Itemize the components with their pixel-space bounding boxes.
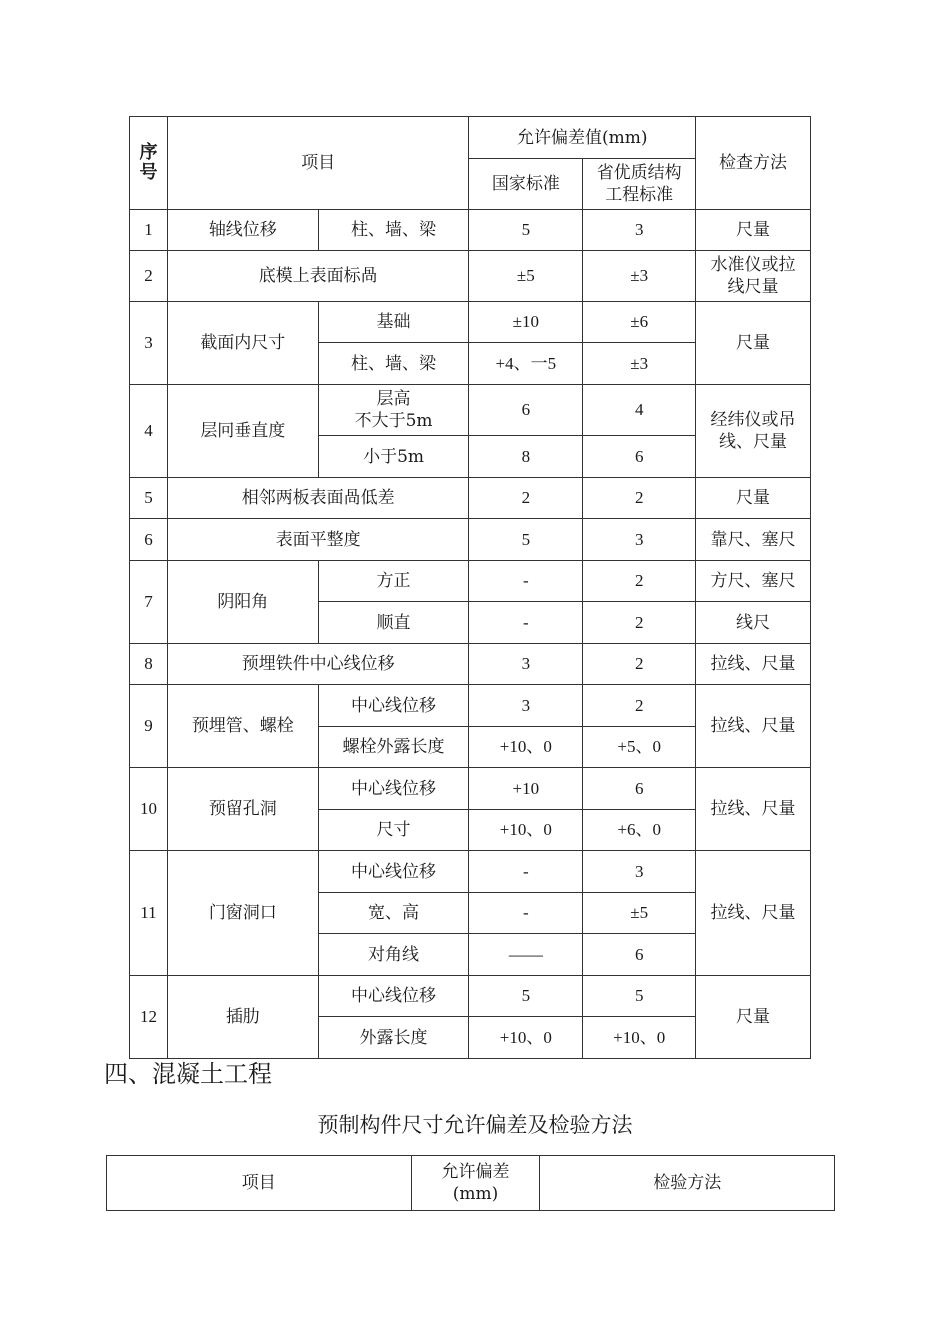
provincial-value: 2: [583, 478, 696, 519]
row-subitem: 中心线位移: [318, 851, 469, 893]
check-method: 拉线、尺量: [696, 851, 811, 976]
header-method: 检查方法: [696, 117, 811, 210]
provincial-value: 3: [583, 851, 696, 893]
table-caption: 预制构件尺寸允许偏差及检验方法: [317, 1113, 633, 1137]
row-item: 截面内尺寸: [167, 302, 318, 385]
provincial-value: 6: [583, 768, 696, 810]
provincial-value: 5: [583, 976, 696, 1017]
header-seq: 序 号: [130, 117, 168, 210]
table-row: [130, 685, 811, 727]
row-subitem: 方正: [318, 561, 469, 602]
table-header-row: [107, 1156, 835, 1211]
row-subitem: 螺栓外露长度: [318, 727, 469, 768]
header-tolerance: 允许偏差 (mm): [411, 1156, 540, 1211]
row-item: 相邻两板表面咼低差: [167, 478, 468, 519]
row-item: 预留孔洞: [167, 768, 318, 851]
check-method: 拉线、尺量: [696, 644, 811, 685]
table-row: [130, 385, 811, 436]
row-subitem: 基础: [318, 302, 469, 343]
header-item: 项目: [107, 1156, 412, 1211]
provincial-value: +6、0: [583, 810, 696, 851]
row-item: 预埋管、螺栓: [167, 685, 318, 768]
row-subitem: 柱、墙、梁: [318, 210, 469, 251]
header-method: 检验方法: [540, 1156, 835, 1211]
row-number: 3: [130, 302, 168, 385]
check-method: 拉线、尺量: [696, 768, 811, 851]
row-number: 1: [130, 210, 168, 251]
row-subitem: 顺直: [318, 602, 469, 644]
check-method: 水准仪或拉 线尺量: [696, 251, 811, 302]
table-row: [130, 561, 811, 602]
table-row: [130, 976, 811, 1017]
row-number: 10: [130, 768, 168, 851]
national-value: 5: [469, 519, 583, 561]
national-value: +4、一5: [469, 343, 583, 385]
check-method: 方尺、塞尺: [696, 561, 811, 602]
check-method: 靠尺、塞尺: [696, 519, 811, 561]
check-method: 经纬仪或吊 线、尺量: [696, 385, 811, 478]
national-value: 6: [469, 385, 583, 436]
row-subitem: 尺寸: [318, 810, 469, 851]
row-number: 6: [130, 519, 168, 561]
check-method: 线尺: [696, 602, 811, 644]
row-number: 11: [130, 851, 168, 976]
provincial-value: 2: [583, 602, 696, 644]
table-row: [130, 478, 811, 519]
national-value: ±10: [469, 302, 583, 343]
national-value: -: [469, 893, 583, 934]
national-value: 5: [469, 976, 583, 1017]
row-item: 轴线位移: [167, 210, 318, 251]
national-value: +10、0: [469, 727, 583, 768]
row-subitem: 对角线: [318, 934, 469, 976]
check-method: 尺量: [696, 478, 811, 519]
row-item: 表面平整度: [167, 519, 468, 561]
national-value: 3: [469, 685, 583, 727]
national-value: ±5: [469, 251, 583, 302]
table-row: [130, 519, 811, 561]
table-row: [130, 851, 811, 893]
row-subitem: 柱、墙、梁: [318, 343, 469, 385]
national-value: +10、0: [469, 810, 583, 851]
provincial-value: ±3: [583, 343, 696, 385]
row-subitem: 层高 不大于5m: [318, 385, 469, 436]
national-value: ——: [469, 934, 583, 976]
row-subitem: 宽、高: [318, 893, 469, 934]
table-row: [130, 302, 811, 343]
header-national: 国家标准: [469, 159, 583, 210]
row-subitem: 小于5m: [318, 436, 469, 478]
row-number: 4: [130, 385, 168, 478]
provincial-value: ±5: [583, 893, 696, 934]
row-number: 5: [130, 478, 168, 519]
provincial-value: ±6: [583, 302, 696, 343]
row-number: 7: [130, 561, 168, 644]
table-row: [130, 644, 811, 685]
national-value: 5: [469, 210, 583, 251]
row-number: 2: [130, 251, 168, 302]
provincial-value: +10、0: [583, 1017, 696, 1059]
check-method: 尺量: [696, 302, 811, 385]
national-value: +10: [469, 768, 583, 810]
provincial-value: 6: [583, 934, 696, 976]
provincial-value: +5、0: [583, 727, 696, 768]
provincial-value: 2: [583, 561, 696, 602]
row-subitem: 中心线位移: [318, 976, 469, 1017]
header-provincial: 省优质结构 工程标准: [583, 159, 696, 210]
section-heading: 四、混凝土工程: [104, 1060, 272, 1088]
row-item: 门窗洞口: [167, 851, 318, 976]
national-value: -: [469, 561, 583, 602]
national-value: +10、0: [469, 1017, 583, 1059]
tolerance-table: [129, 116, 811, 1059]
provincial-value: 3: [583, 210, 696, 251]
table-row: [130, 251, 811, 302]
provincial-value: 4: [583, 385, 696, 436]
row-item: 插肋: [167, 976, 318, 1059]
national-value: 8: [469, 436, 583, 478]
table-row: [130, 768, 811, 810]
national-value: -: [469, 851, 583, 893]
row-subitem: 中心线位移: [318, 685, 469, 727]
header-item: 项目: [167, 117, 468, 210]
row-item: 层冋垂直度: [167, 385, 318, 478]
provincial-value: 3: [583, 519, 696, 561]
row-subitem: 中心线位移: [318, 768, 469, 810]
row-number: 8: [130, 644, 168, 685]
row-item: 阴阳角: [167, 561, 318, 644]
provincial-value: 2: [583, 644, 696, 685]
provincial-value: ±3: [583, 251, 696, 302]
check-method: 拉线、尺量: [696, 685, 811, 768]
header-tolerance: 允许偏差值(mm): [469, 117, 696, 159]
row-item: 预埋铁件中心线位移: [167, 644, 468, 685]
row-number: 9: [130, 685, 168, 768]
table-row: [130, 210, 811, 251]
check-method: 尺量: [696, 210, 811, 251]
national-value: 2: [469, 478, 583, 519]
provincial-value: 6: [583, 436, 696, 478]
provincial-value: 2: [583, 685, 696, 727]
row-item: 底模上表面标咼: [167, 251, 468, 302]
national-value: 3: [469, 644, 583, 685]
row-subitem: 外露长度: [318, 1017, 469, 1059]
precast-tolerance-table: [106, 1155, 835, 1211]
check-method: 尺量: [696, 976, 811, 1059]
national-value: -: [469, 602, 583, 644]
row-number: 12: [130, 976, 168, 1059]
